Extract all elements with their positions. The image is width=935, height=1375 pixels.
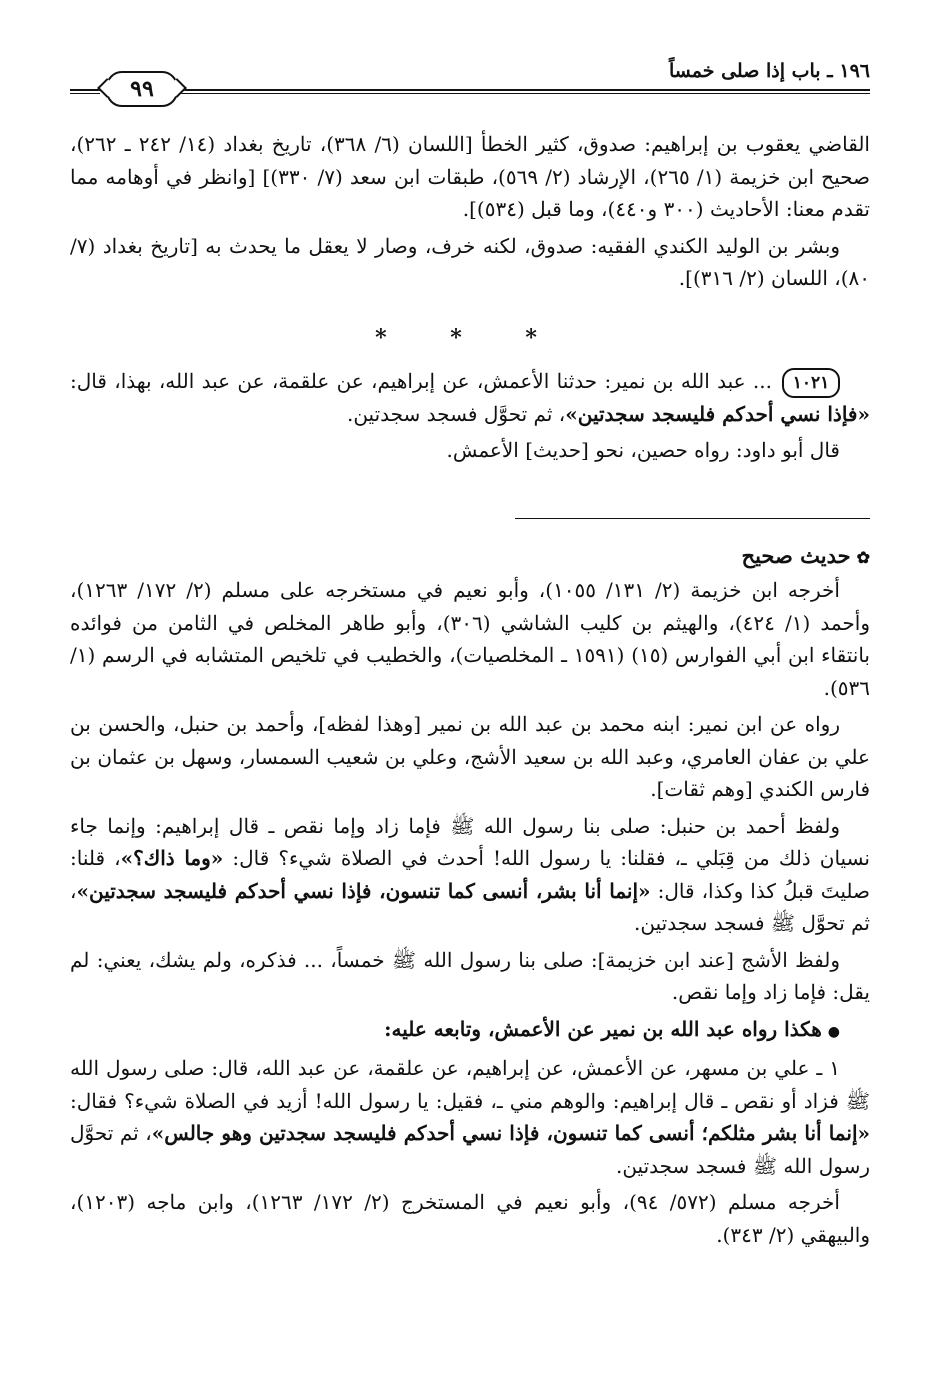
narrator-note-yaqub: القاضي يعقوب بن إبراهيم: صدوق، كثير الخطأ [اللسان (٦/ ٣٦٨)، تاريخ بغداد (١٤/ ٢٤٢ ـ ٢٦٢)، صحيح ابن خزيمة (١/ ٢٦٥)، الإرشاد (٢/ ٥٦٩)، طبقات ابن سعد (٧/ ٣٣٠)] [وانظر في أوهامه مما تقدم معنا: الأحاديث (٣٠٠ و٤٤٠)، وما قبل (٥٣٤)]. — [70, 132, 870, 221]
hadith-quote: «فإذا نسي أحدكم فليسجد سجدتين» — [565, 401, 870, 426]
section-stars: * * * — [375, 325, 565, 351]
page-number: ٩٩ — [106, 71, 178, 107]
footnote-separator — [515, 518, 870, 519]
hadith-number: ١٠٢١ — [782, 368, 840, 398]
commentary-ahmad-wording: ولفظ أحمد بن حنبل: صلى بنا رسول الله ﷺ فإما زاد وإما نقص ـ قال إبراهيم: وإنما جاء نسيان ذلك من قِبَلي ـ، فقلنا: يا رسول الله! أحدث في الصلاة شيء؟ قال: «وما ذاك؟»، قلنا: صليتَ قبلُ كذا وكذا، قال: «إنما أنا بشر، أنسى كما تنسون، فإذا نسي أحدكم فليسجد سجدتين»، ثم تحوَّل ﷺ فسجد سجدتين. — [70, 813, 870, 935]
commentary — [70, 574, 870, 1251]
grade-label: حديث صحيح — [741, 543, 851, 568]
hadith-paragraph: ١٠٢١... عبد الله بن نمير: حدثنا الأعمش، عن إبراهيم، عن علقمة، عن عبد الله، بهذا، قال: «فإذا نسي أحدكم فليسجد سجدتين»، ثم تحوَّل فسجد سجدتين. — [70, 369, 870, 426]
page-header — [70, 58, 870, 102]
narrators-notes — [70, 128, 870, 295]
commentary-ali-ibn-mushir: ١ ـ علي بن مسهر، عن الأعمش، عن إبراهيم، عن علقمة، عن عبد الله، قال: صلى رسول الله ﷺ فزاد أو نقص ـ قال إبراهيم: والوهم مني ـ، فقيل: يا رسول الله! أزيد في الصلاة شيء؟ فقال: «إنما أنا بشر مثلكم؛ أنسى كما تنسون، فإذا نسي أحدكم فليسجد سجدتين وهو جالس»، ثم تحوَّل رسول الله ﷺ فسجد سجدتين. — [70, 1056, 870, 1178]
hadith-grade — [70, 540, 870, 574]
commentary-followups-heading: ●هكذا رواه عبد الله بن نمير عن الأعمش، وتابعه عليه: — [384, 1016, 840, 1041]
narrator-note-bishr: وبشر بن الوليد الكندي الفقيه: صدوق، لكنه خرف، وصار لا يعقل ما يحدث به [تاريخ بغداد (٧/ ٨٠)، اللسان (٢/ ٣١٦)]. — [70, 233, 870, 290]
commentary-takhrij: أخرجه ابن خزيمة (٢/ ١٣١/ ١٠٥٥)، وأبو نعيم في مستخرجه على مسلم (٢/ ١٧٢/ ١٢٦٣)، وأحمد (١/ ٤٢٤)، والهيثم بن كليب الشاشي (٣٠٦)، وأبو طاهر المخلص في الثامن من فوائده بانتقاء ابن أبي الفوارس (١٥) (١٥٩١ ـ المخلصيات)، والخطيب في تلخيص المتشابه في الرسم (١/ ٥٣٦). — [70, 578, 870, 700]
header-rule-left — [70, 89, 100, 94]
commentary-ashaj-wording: ولفظ الأشج [عند ابن خزيمة]: صلى بنا رسول الله ﷺ خمساً، ... فذكره، ولم يشك، يعني: لم يقل: فإما زاد وإما نقص. — [70, 947, 870, 1004]
grade-icon: ✿ — [856, 548, 870, 567]
bullet-icon: ● — [827, 1023, 840, 1040]
header-rule — [178, 89, 870, 94]
commentary-muslim-takhrij: أخرجه مسلم (٥٧٢/ ٩٤)، وأبو نعيم في المستخرج (٢/ ١٧٢/ ١٢٦٣)، وابن ماجه (١٢٠٣)، والبيهقي (٢/ ٣٤٣). — [70, 1190, 870, 1247]
chapter-title: ١٩٦ ـ باب إذا صلى خمساً — [669, 60, 870, 82]
commentary-narrators: رواه عن ابن نمير: ابنه محمد بن عبد الله بن نمير [وهذا لفظه]، وأحمد بن حنبل، والحسن بن علي بن عفان العامري، وعبد الله بن سعيد الأشج، وعلي بن شعيب السمسار، وسهل بن عثمان بن فارس الكندي [وهم ثقات]. — [70, 712, 870, 801]
abu-dawud-note: قال أبو داود: رواه حصين، نحو [حديث] الأعمش. — [446, 438, 840, 462]
hadith-text — [70, 365, 870, 467]
